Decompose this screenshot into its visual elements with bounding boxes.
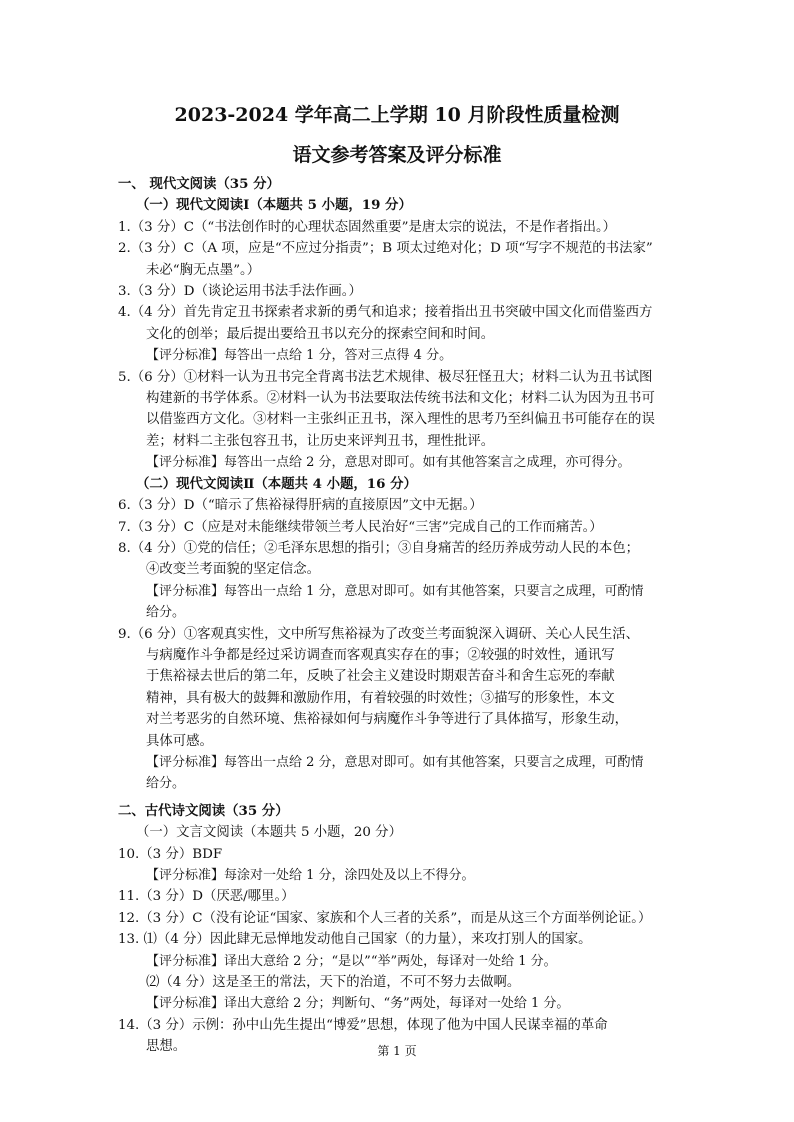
answer-item: 1.（3 分）C（“书法创作时的心理状态固然重要”是唐太宗的说法，不是作者指出。）: [118, 219, 617, 235]
answer-item: 6.（3 分）D（“暗示了焦裕禄得肝病的直接原因”文中无据。）: [118, 498, 483, 514]
subsection-heading: （一）文言文阅读（本题共 5 小题，20 分）: [136, 825, 402, 841]
answer-item-cont: ④改变兰考面貌的坚定信念。: [146, 562, 321, 578]
scoring-note: 【评分标准】每答出一点给 1 分，答对三点得 4 分。: [146, 348, 453, 364]
scoring-note: 【评分标准】每答出一点给 2 分，意思对即可。如有其他答案言之成理，亦可得分。: [146, 455, 631, 471]
answer-item-cont: 具体可感。: [146, 733, 213, 749]
answer-item: 9.（6 分）①客观真实性，文中所写焦裕禄为了改变兰考面貌深入调研、关心人民生活、: [118, 626, 640, 642]
scoring-note: 【评分标准】译出大意给 2 分；判断句、“务”两处，每译对一处给 1 分。: [146, 996, 570, 1012]
page-number: 第 1 页: [377, 1044, 417, 1058]
answer-item: 2.（3 分）C（A 项，应是“不应过分指责”；B 项太过绝对化；D 项“写字不规范的书法家”: [118, 241, 653, 257]
subsection-heading: （一）现代文阅读Ⅰ（本题共 5 小题，19 分）: [136, 197, 412, 214]
answer-content: [118, 174, 690, 1058]
answer-item: 11.（3 分）D（厌恶/哪里。）: [118, 889, 295, 905]
answer-item: 10.（3 分）BDF: [118, 846, 223, 862]
scoring-note: 【评分标准】每答出一点给 2 分，意思对即可。如有其他答案，只要言之成理，可酌情: [146, 754, 644, 770]
subsection-heading: （二）现代文阅读Ⅱ（本题共 4 小题，16 分）: [136, 475, 417, 492]
document-title: 2023-2024 学年高二上学期 10 月阶段性质量检测: [174, 104, 620, 126]
answer-item: 13. ⑴（4 分）因此肆无忌惮地发动他自己国家（的力量），来攻打别人的国家。: [118, 932, 592, 948]
answer-item: 8.（4 分）①党的信任；②毛泽东思想的指引；③自身痛苦的经历养成劳动人民的本色；: [118, 540, 640, 556]
scoring-note: 【评分标准】每答出一点给 1 分，意思对即可。如有其他答案，只要言之成理，可酌情: [146, 583, 644, 599]
answer-item-cont: ⑵（4 分）这是圣王的常法，天下的治道，不可不努力去做啊。: [146, 975, 521, 991]
answer-item-cont: 思想。: [146, 1039, 187, 1055]
answer-item-cont: 未必“胸无点墨”。）: [146, 262, 261, 278]
scoring-note: 【评分标准】每涂对一处给 1 分，涂四处及以上不得分。: [146, 868, 475, 883]
answer-item-cont: 以借鉴西方文化。③材料一主张纠正丑书，深入理性的思考乃至纠偏丑书可能存在的误: [146, 412, 655, 428]
document-subtitle: 语文参考答案及评分标准: [292, 144, 502, 166]
scoring-note-cont: 给分。: [146, 605, 186, 621]
answer-item-cont: 与病魔作斗争都是经过采访调查而客观真实存在的事；②较强的时效性，通讯写: [146, 647, 615, 663]
answer-item-cont: 精神，具有极大的鼓舞和激励作用，有着较强的时效性；③描写的形象性，本文: [146, 690, 615, 706]
section-heading: 一、 现代文阅读（35 分）: [118, 176, 280, 192]
answer-item-cont: 文化的创举；最后提出要给丑书以充分的探索空间和时间。: [146, 326, 495, 342]
section-heading: 二、古代诗文阅读（35 分）: [118, 802, 289, 819]
answer-item: 5.（6 分）①材料一认为丑书完全背离书法艺术规律、极尽狂怪丑大；材料二认为丑书试图: [118, 369, 653, 385]
answer-item-cont: 差；材料二主张包容丑书，让历史来评判丑书，理性批评。: [146, 433, 495, 449]
answer-item: 7.（3 分）C（应是对未能继续带领兰考人民治好“三害”完成自己的工作而痛苦。）: [118, 519, 603, 535]
answer-item: 4.（4 分）首先肯定丑书探索者求新的勇气和追求；接着指出丑书突破中国文化而借鉴西方: [118, 305, 653, 321]
answer-item: 14.（3 分）示例：孙中山先生提出“博爱”思想，体现了他为中国人民谋幸福的革命: [118, 1017, 608, 1033]
answer-item: 3.（3 分）D（谈论运用书法手法作画。）: [118, 284, 362, 300]
answer-item: 12.（3 分）C（没有论证“国家、家族和个人三者的关系”，而是从这三个方面举例论证。）: [118, 910, 652, 926]
answer-item-cont: 对兰考恶劣的自然环境、焦裕禄如何与病魔作斗争等进行了具体描写，形象生动，: [146, 712, 629, 728]
answer-item-cont: 构建新的书学体系。②材料一认为书法要取法传统书法和文化；材料二认为因为丑书可: [146, 391, 655, 407]
answer-item-cont: 于焦裕禄去世后的第二年，反映了社会主义建设时期艰苦奋斗和舍生忘死的奉献: [146, 669, 615, 685]
scoring-note: 【评分标准】译出大意给 2 分；“是以”“举”两处，每译对一处给 1 分。: [146, 953, 557, 969]
scoring-note-cont: 给分。: [146, 776, 186, 792]
